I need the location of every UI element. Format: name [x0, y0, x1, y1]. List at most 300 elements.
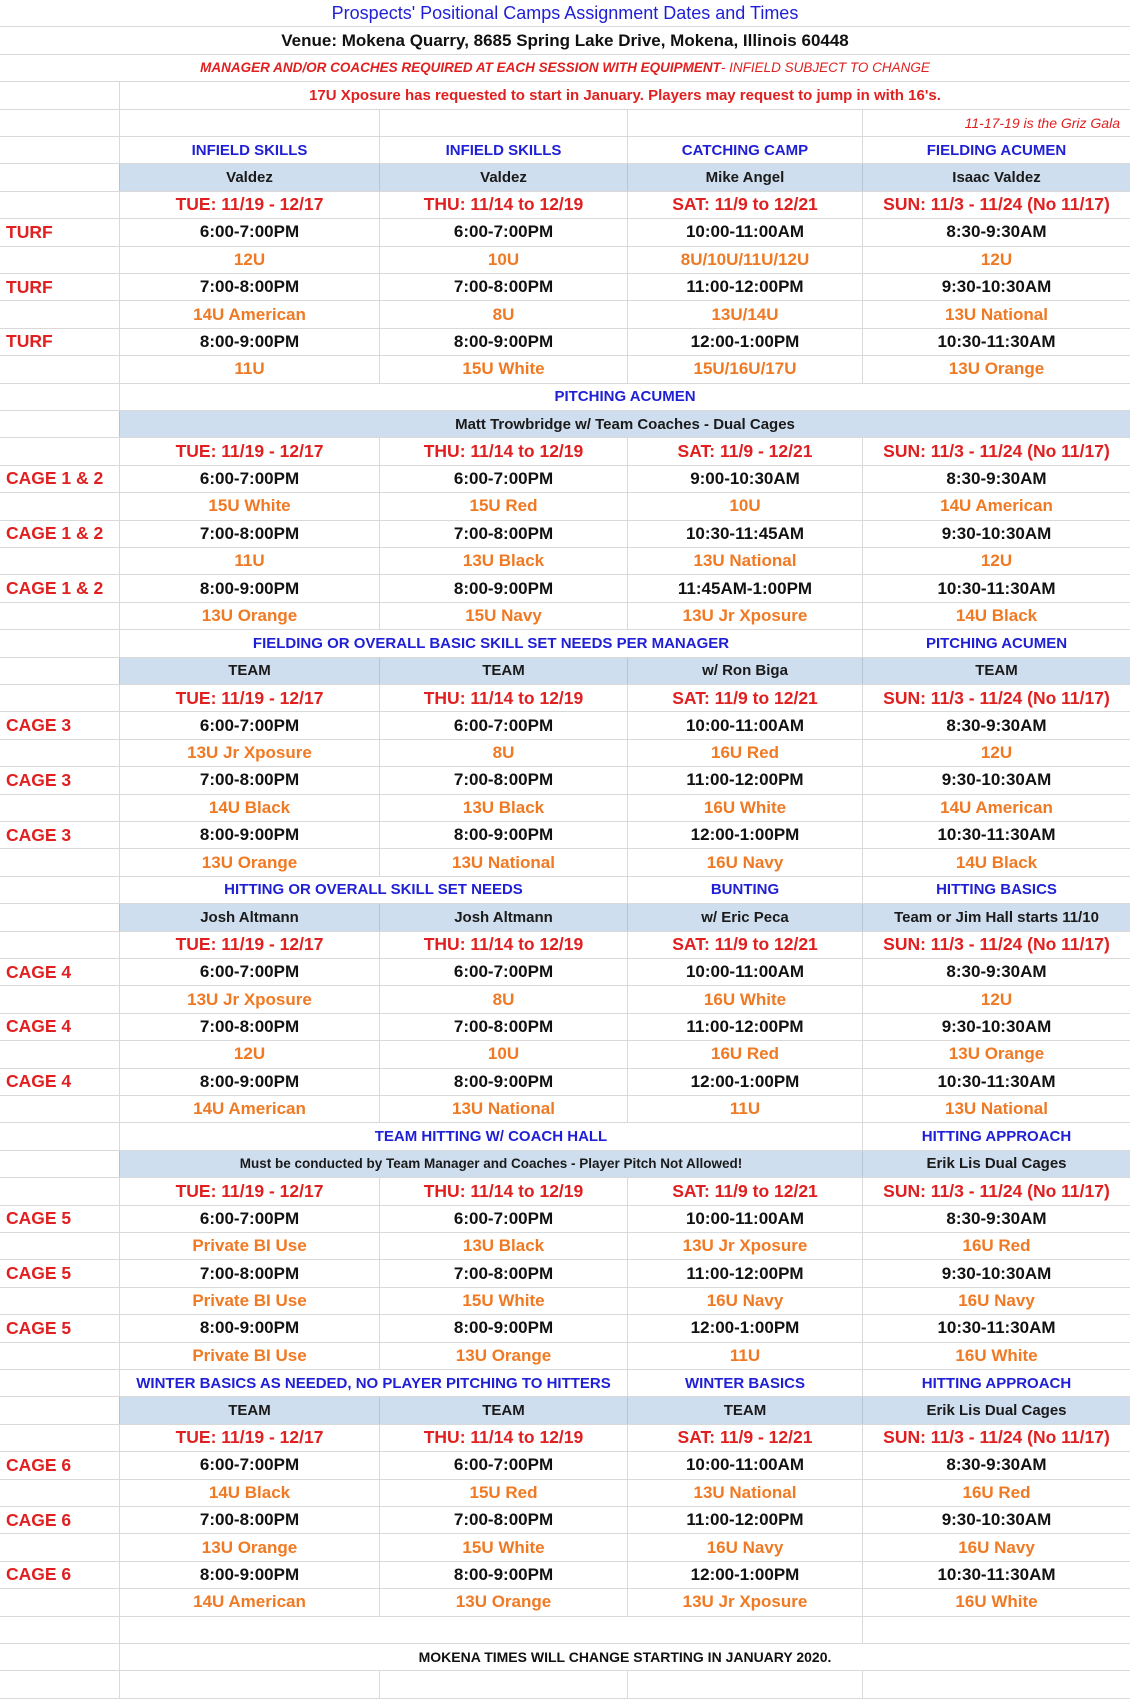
- team-assignment[interactable]: 13U Orange: [862, 1041, 1130, 1067]
- team-assignment[interactable]: 15U White: [379, 356, 627, 382]
- time-row: [0, 1206, 1130, 1233]
- instructor-cell[interactable]: Mike Angel: [627, 164, 862, 190]
- instructor-cell[interactable]: Matt Trowbridge w/ Team Coaches - Dual Cages: [119, 411, 1130, 437]
- time-slot[interactable]: 8:00-9:00PM: [379, 575, 627, 601]
- time-slot[interactable]: 6:00-7:00PM: [119, 1206, 379, 1232]
- team-row: [0, 1233, 1130, 1260]
- venue-row: [0, 27, 1130, 54]
- location-label[interactable]: CAGE 5: [6, 1317, 72, 1338]
- location-label[interactable]: CAGE 6: [6, 1564, 72, 1585]
- empty-cell[interactable]: [119, 110, 379, 136]
- time-slot[interactable]: 7:00-8:00PM: [119, 274, 379, 300]
- time-slot[interactable]: 8:30-9:30AM: [862, 466, 1130, 492]
- team-assignment[interactable]: 8U/10U/11U/12U: [627, 247, 862, 273]
- team-assignment[interactable]: 15U White: [379, 1288, 627, 1314]
- time-slot[interactable]: 11:45AM-1:00PM: [627, 575, 862, 601]
- team-assignment[interactable]: 13U Black: [379, 795, 627, 821]
- section-heading[interactable]: FIELDING OR OVERALL BASIC SKILL SET NEEDS PER MANAGER: [119, 630, 862, 656]
- instructor-row: [0, 1151, 1130, 1178]
- team-assignment[interactable]: 16U White: [627, 795, 862, 821]
- team-assignment[interactable]: 13U Orange: [119, 849, 379, 875]
- team-assignment[interactable]: 13U Jr Xposure: [627, 1589, 862, 1615]
- section-heading[interactable]: HITTING BASICS: [862, 877, 1130, 903]
- instructor-cell[interactable]: Valdez: [119, 164, 379, 190]
- team-assignment[interactable]: 10U: [379, 1041, 627, 1067]
- section-heading[interactable]: WINTER BASICS AS NEEDED, NO PLAYER PITCHING TO HITTERS: [119, 1370, 627, 1396]
- blank-row: [0, 1671, 1130, 1698]
- team-row: [0, 986, 1130, 1013]
- time-slot[interactable]: 6:00-7:00PM: [119, 959, 379, 985]
- location-label[interactable]: CAGE 4: [6, 961, 72, 982]
- team-row: [0, 493, 1130, 520]
- empty-cell[interactable]: [0, 411, 119, 437]
- date-range[interactable]: SAT: 11/9 to 12/21: [627, 1178, 862, 1204]
- time-slot[interactable]: 7:00-8:00PM: [119, 521, 379, 547]
- date-range-row: [0, 932, 1130, 959]
- location-label[interactable]: CAGE 6: [6, 1454, 72, 1475]
- time-slot[interactable]: 10:30-11:30AM: [862, 329, 1130, 355]
- time-slot[interactable]: 7:00-8:00PM: [379, 274, 627, 300]
- time-row: [0, 959, 1130, 986]
- date-range[interactable]: SUN: 11/3 - 11/24 (No 11/17): [862, 192, 1130, 218]
- date-range[interactable]: THU: 11/14 to 12/19: [379, 1425, 627, 1451]
- team-assignment[interactable]: 10U: [627, 493, 862, 519]
- team-assignment[interactable]: 14U American: [119, 1096, 379, 1122]
- team-assignment[interactable]: 13U National: [379, 1096, 627, 1122]
- empty-cell[interactable]: [627, 1671, 862, 1697]
- team-assignment[interactable]: 13U Jr Xposure: [119, 986, 379, 1012]
- team-row: [0, 795, 1130, 822]
- time-slot[interactable]: 8:00-9:00PM: [119, 329, 379, 355]
- time-slot[interactable]: 6:00-7:00PM: [379, 219, 627, 245]
- team-assignment[interactable]: 13U Orange: [379, 1589, 627, 1615]
- team-row: [0, 603, 1130, 630]
- section-heading[interactable]: TEAM HITTING W/ COACH HALL: [119, 1123, 862, 1149]
- location-label[interactable]: CAGE 1 & 2: [6, 578, 104, 599]
- team-assignment[interactable]: 15U White: [119, 493, 379, 519]
- footer-note[interactable]: MOKENA TIMES WILL CHANGE STARTING IN JANUARY 2020.: [119, 1644, 1130, 1670]
- instructor-row: [0, 1397, 1130, 1424]
- date-range[interactable]: SUN: 11/3 - 11/24 (No 11/17): [862, 932, 1130, 958]
- time-slot[interactable]: 8:30-9:30AM: [862, 1452, 1130, 1478]
- team-assignment[interactable]: 14U American: [119, 301, 379, 327]
- time-row: [0, 466, 1130, 493]
- team-row: [0, 849, 1130, 876]
- instructor-cell[interactable]: w/ Ron Biga: [627, 658, 862, 684]
- instructor-cell[interactable]: TEAM: [379, 658, 627, 684]
- location-label[interactable]: TURF: [6, 221, 53, 242]
- date-range[interactable]: TUE: 11/19 - 12/17: [119, 685, 379, 711]
- section-heading[interactable]: INFIELD SKILLS: [379, 137, 627, 163]
- time-slot[interactable]: 8:30-9:30AM: [862, 219, 1130, 245]
- team-assignment[interactable]: 16U Red: [862, 1480, 1130, 1506]
- time-slot[interactable]: 6:00-7:00PM: [379, 1206, 627, 1232]
- time-slot[interactable]: 6:00-7:00PM: [379, 712, 627, 738]
- warning-light-text: - INFIELD SUBJECT TO CHANGE: [720, 60, 930, 76]
- instructor-cell[interactable]: TEAM: [627, 1397, 862, 1423]
- time-slot[interactable]: 8:30-9:30AM: [862, 1206, 1130, 1232]
- location-label[interactable]: CAGE 1 & 2: [6, 468, 104, 489]
- team-assignment[interactable]: 13U/14U: [627, 301, 862, 327]
- team-assignment[interactable]: 11U: [119, 356, 379, 382]
- time-slot[interactable]: 7:00-8:00PM: [379, 1507, 627, 1533]
- venue-line[interactable]: Venue: Mokena Quarry, 8685 Spring Lake Drive, Mokena, Illinois 60448: [281, 30, 849, 50]
- team-assignment[interactable]: 13U Black: [379, 1233, 627, 1259]
- time-row: [0, 1014, 1130, 1041]
- time-slot[interactable]: 6:00-7:00PM: [119, 1452, 379, 1478]
- team-row: [0, 1589, 1130, 1616]
- time-slot[interactable]: 11:00-12:00PM: [627, 767, 862, 793]
- empty-cell[interactable]: [0, 658, 119, 684]
- date-range[interactable]: TUE: 11/19 - 12/17: [119, 932, 379, 958]
- time-slot[interactable]: 7:00-8:00PM: [379, 1260, 627, 1286]
- time-slot[interactable]: 7:00-8:00PM: [119, 1014, 379, 1040]
- team-assignment[interactable]: 8U: [379, 986, 627, 1012]
- team-assignment[interactable]: 16U Navy: [627, 1288, 862, 1314]
- team-row: [0, 247, 1130, 274]
- location-label[interactable]: TURF: [6, 331, 53, 352]
- time-slot[interactable]: 6:00-7:00PM: [119, 219, 379, 245]
- time-slot[interactable]: 12:00-1:00PM: [627, 1315, 862, 1341]
- location-label[interactable]: CAGE 3: [6, 769, 72, 790]
- time-row: [0, 1507, 1130, 1534]
- instructor-cell[interactable]: Josh Altmann: [119, 904, 379, 930]
- date-range[interactable]: TUE: 11/19 - 12/17: [119, 1178, 379, 1204]
- time-row: [0, 1562, 1130, 1589]
- time-slot[interactable]: 8:00-9:00PM: [379, 1315, 627, 1341]
- time-slot[interactable]: 8:00-9:00PM: [119, 1315, 379, 1341]
- team-assignment[interactable]: 14U Black: [862, 603, 1130, 629]
- gala-row: [0, 110, 1130, 137]
- warning-line[interactable]: [0, 55, 1130, 81]
- time-slot[interactable]: 11:00-12:00PM: [627, 1014, 862, 1040]
- section-heading[interactable]: BUNTING: [627, 877, 862, 903]
- team-assignment[interactable]: 13U National: [627, 1480, 862, 1506]
- date-range[interactable]: THU: 11/14 to 12/19: [379, 932, 627, 958]
- team-assignment[interactable]: 14U Black: [119, 795, 379, 821]
- instructor-row: [0, 904, 1130, 931]
- team-assignment[interactable]: 16U Navy: [862, 1288, 1130, 1314]
- time-row: [0, 575, 1130, 602]
- section-heading[interactable]: WINTER BASICS: [627, 1370, 862, 1396]
- location-label[interactable]: CAGE 1 & 2: [6, 523, 104, 544]
- xposure-note[interactable]: 17U Xposure has requested to start in January. Players may request to jump in with 16's.: [119, 82, 1130, 108]
- time-row: [0, 822, 1130, 849]
- section-heading-row: [0, 384, 1130, 411]
- blank-row: [0, 1617, 1130, 1644]
- team-assignment[interactable]: 12U: [862, 986, 1130, 1012]
- section-heading[interactable]: HITTING APPROACH: [862, 1370, 1130, 1396]
- team-row: [0, 1288, 1130, 1315]
- time-slot[interactable]: 8:00-9:00PM: [119, 1069, 379, 1095]
- team-assignment[interactable]: 16U Red: [627, 1041, 862, 1067]
- section-heading[interactable]: FIELDING ACUMEN: [862, 137, 1130, 163]
- team-assignment[interactable]: 8U: [379, 301, 627, 327]
- team-assignment[interactable]: 13U National: [627, 548, 862, 574]
- time-slot[interactable]: 9:30-10:30AM: [862, 1260, 1130, 1286]
- team-assignment[interactable]: 16U White: [862, 1589, 1130, 1615]
- empty-cell[interactable]: [0, 1151, 119, 1177]
- time-slot[interactable]: 6:00-7:00PM: [119, 712, 379, 738]
- team-assignment[interactable]: 15U Red: [379, 493, 627, 519]
- empty-cell[interactable]: [379, 110, 627, 136]
- warning-bold-text: MANAGER AND/OR COACHES REQUIRED AT EACH SESSION WITH EQUIPMENT: [200, 60, 721, 76]
- time-slot[interactable]: 10:00-11:00AM: [627, 959, 862, 985]
- instructor-cell[interactable]: Valdez: [379, 164, 627, 190]
- time-slot[interactable]: 7:00-8:00PM: [119, 1260, 379, 1286]
- time-slot[interactable]: 7:00-8:00PM: [119, 1507, 379, 1533]
- instructor-cell[interactable]: Team or Jim Hall starts 11/10: [862, 904, 1130, 930]
- date-range-row: [0, 192, 1130, 219]
- time-slot[interactable]: 8:00-9:00PM: [379, 1562, 627, 1588]
- date-range[interactable]: SUN: 11/3 - 11/24 (No 11/17): [862, 685, 1130, 711]
- team-row: [0, 1534, 1130, 1561]
- time-slot[interactable]: 6:00-7:00PM: [379, 959, 627, 985]
- time-row: [0, 767, 1130, 794]
- team-assignment[interactable]: 12U: [862, 548, 1130, 574]
- empty-cell[interactable]: [627, 110, 862, 136]
- section-heading-row: [0, 1370, 1130, 1397]
- date-range[interactable]: THU: 11/14 to 12/19: [379, 685, 627, 711]
- team-assignment[interactable]: 13U Jr Xposure: [119, 740, 379, 766]
- section-heading-row: [0, 1123, 1130, 1150]
- date-range[interactable]: SAT: 11/9 to 12/21: [627, 932, 862, 958]
- section-heading[interactable]: INFIELD SKILLS: [119, 137, 379, 163]
- time-slot[interactable]: 10:00-11:00AM: [627, 1452, 862, 1478]
- time-slot[interactable]: 11:00-12:00PM: [627, 1260, 862, 1286]
- empty-cell[interactable]: [119, 1671, 379, 1697]
- time-row: [0, 329, 1130, 356]
- team-row: [0, 740, 1130, 767]
- team-assignment[interactable]: 13U Jr Xposure: [627, 1233, 862, 1259]
- time-slot[interactable]: 8:00-9:00PM: [379, 329, 627, 355]
- date-range[interactable]: THU: 11/14 to 12/19: [379, 438, 627, 464]
- gala-note[interactable]: 11-17-19 is the Griz Gala: [862, 110, 1130, 136]
- time-slot[interactable]: 9:30-10:30AM: [862, 521, 1130, 547]
- team-assignment[interactable]: 13U Orange: [119, 603, 379, 629]
- time-slot[interactable]: 7:00-8:00PM: [379, 1014, 627, 1040]
- time-slot[interactable]: 8:00-9:00PM: [379, 1069, 627, 1095]
- time-slot[interactable]: 12:00-1:00PM: [627, 1562, 862, 1588]
- team-assignment[interactable]: 13U Orange: [862, 356, 1130, 382]
- time-slot[interactable]: 10:30-11:45AM: [627, 521, 862, 547]
- section-heading-row: [0, 137, 1130, 164]
- team-assignment[interactable]: 15U Red: [379, 1480, 627, 1506]
- team-row: [0, 1096, 1130, 1123]
- team-row: [0, 1041, 1130, 1068]
- team-assignment[interactable]: 12U: [862, 740, 1130, 766]
- date-range[interactable]: TUE: 11/19 - 12/17: [119, 192, 379, 218]
- time-row: [0, 1315, 1130, 1342]
- team-row: [0, 301, 1130, 328]
- location-label[interactable]: CAGE 5: [6, 1263, 72, 1284]
- team-assignment[interactable]: 14U American: [862, 493, 1130, 519]
- location-label[interactable]: CAGE 4: [6, 1071, 72, 1092]
- date-range[interactable]: SAT: 11/9 - 12/21: [627, 438, 862, 464]
- team-assignment[interactable]: 13U National: [862, 1096, 1130, 1122]
- team-assignment[interactable]: 16U Red: [862, 1233, 1130, 1259]
- team-assignment[interactable]: 11U: [627, 1343, 862, 1369]
- time-slot[interactable]: 10:30-11:30AM: [862, 1069, 1130, 1095]
- time-slot[interactable]: 11:00-12:00PM: [627, 274, 862, 300]
- time-row: [0, 1069, 1130, 1096]
- time-row: [0, 274, 1130, 301]
- time-slot[interactable]: 12:00-1:00PM: [627, 822, 862, 848]
- time-row: [0, 1452, 1130, 1479]
- note-row: [0, 82, 1130, 109]
- team-assignment[interactable]: 11U: [119, 548, 379, 574]
- team-assignment[interactable]: 15U White: [379, 1534, 627, 1560]
- date-range[interactable]: SAT: 11/9 to 12/21: [627, 192, 862, 218]
- team-assignment[interactable]: 13U National: [379, 849, 627, 875]
- time-slot[interactable]: 8:30-9:30AM: [862, 959, 1130, 985]
- team-row: [0, 1343, 1130, 1370]
- team-assignment[interactable]: 12U: [119, 1041, 379, 1067]
- team-assignment[interactable]: 13U Orange: [119, 1534, 379, 1560]
- team-assignment[interactable]: 14U American: [119, 1589, 379, 1615]
- instructor-row: [0, 658, 1130, 685]
- time-slot[interactable]: 8:00-9:00PM: [119, 822, 379, 848]
- date-range[interactable]: THU: 11/14 to 12/19: [379, 1178, 627, 1204]
- instructor-row: [0, 411, 1130, 438]
- team-assignment[interactable]: 13U Black: [379, 548, 627, 574]
- empty-cell[interactable]: [862, 1671, 1130, 1697]
- section-heading[interactable]: PITCHING ACUMEN: [862, 630, 1130, 656]
- time-slot[interactable]: 8:30-9:30AM: [862, 712, 1130, 738]
- location-label[interactable]: CAGE 6: [6, 1509, 72, 1530]
- instructor-cell[interactable]: Josh Altmann: [379, 904, 627, 930]
- team-assignment[interactable]: 13U Jr Xposure: [627, 603, 862, 629]
- instructor-cell[interactable]: TEAM: [119, 1397, 379, 1423]
- section-heading[interactable]: HITTING OR OVERALL SKILL SET NEEDS: [119, 877, 627, 903]
- instructor-cell[interactable]: Isaac Valdez: [862, 164, 1130, 190]
- team-assignment[interactable]: 16U White: [627, 986, 862, 1012]
- location-label[interactable]: CAGE 3: [6, 824, 72, 845]
- time-slot[interactable]: 8:00-9:00PM: [379, 822, 627, 848]
- time-slot[interactable]: 10:30-11:30AM: [862, 1562, 1130, 1588]
- time-slot[interactable]: 10:00-11:00AM: [627, 219, 862, 245]
- team-assignment[interactable]: 14U American: [862, 795, 1130, 821]
- empty-cell[interactable]: [0, 904, 119, 930]
- empty-cell[interactable]: [0, 164, 119, 190]
- time-row: [0, 219, 1130, 246]
- empty-cell[interactable]: [0, 1397, 119, 1423]
- section-heading[interactable]: CATCHING CAMP: [627, 137, 862, 163]
- date-range[interactable]: SAT: 11/9 - 12/21: [627, 1425, 862, 1451]
- team-assignment[interactable]: 13U National: [862, 301, 1130, 327]
- team-assignment[interactable]: 8U: [379, 740, 627, 766]
- team-assignment[interactable]: 16U Red: [627, 740, 862, 766]
- instructor-cell[interactable]: TEAM: [379, 1397, 627, 1423]
- location-label[interactable]: CAGE 5: [6, 1208, 72, 1229]
- team-assignment[interactable]: 16U Navy: [627, 1534, 862, 1560]
- date-range[interactable]: SUN: 11/3 - 11/24 (No 11/17): [862, 438, 1130, 464]
- section-heading[interactable]: HITTING APPROACH: [862, 1123, 1130, 1149]
- team-assignment[interactable]: Private BI Use: [119, 1288, 379, 1314]
- team-assignment[interactable]: 15U/16U/17U: [627, 356, 862, 382]
- team-assignment[interactable]: Private BI Use: [119, 1233, 379, 1259]
- instructor-cell[interactable]: Erik Lis Dual Cages: [862, 1151, 1130, 1177]
- time-slot[interactable]: 9:00-10:30AM: [627, 466, 862, 492]
- date-range[interactable]: SAT: 11/9 to 12/21: [627, 685, 862, 711]
- team-assignment[interactable]: 14U Black: [862, 849, 1130, 875]
- team-assignment[interactable]: 16U Navy: [862, 1534, 1130, 1560]
- time-row: [0, 521, 1130, 548]
- team-assignment[interactable]: 16U White: [862, 1343, 1130, 1369]
- time-slot[interactable]: 9:30-10:30AM: [862, 1014, 1130, 1040]
- time-slot[interactable]: 9:30-10:30AM: [862, 767, 1130, 793]
- location-label[interactable]: CAGE 4: [6, 1016, 72, 1037]
- time-slot[interactable]: 9:30-10:30AM: [862, 274, 1130, 300]
- team-assignment[interactable]: 15U Navy: [379, 603, 627, 629]
- team-assignment[interactable]: Private BI Use: [119, 1343, 379, 1369]
- date-range[interactable]: TUE: 11/19 - 12/17: [119, 1425, 379, 1451]
- time-slot[interactable]: 7:00-8:00PM: [379, 521, 627, 547]
- instructor-cell[interactable]: TEAM: [119, 658, 379, 684]
- section-heading-row: [0, 630, 1130, 657]
- team-assignment[interactable]: 14U Black: [119, 1480, 379, 1506]
- instructor-row: [0, 164, 1130, 191]
- date-range-row: [0, 438, 1130, 465]
- team-assignment[interactable]: 10U: [379, 247, 627, 273]
- sheet-title[interactable]: Prospects' Positional Camps Assignment Dates and Times: [331, 2, 799, 23]
- section-heading[interactable]: PITCHING ACUMEN: [119, 384, 1130, 410]
- time-slot[interactable]: 12:00-1:00PM: [627, 1069, 862, 1095]
- date-range-row: [0, 1425, 1130, 1452]
- location-label[interactable]: CAGE 3: [6, 715, 72, 736]
- time-slot[interactable]: 10:00-11:00AM: [627, 1206, 862, 1232]
- time-slot[interactable]: 6:00-7:00PM: [379, 1452, 627, 1478]
- empty-cell[interactable]: [862, 1617, 1130, 1643]
- team-row: [0, 548, 1130, 575]
- time-slot[interactable]: 9:30-10:30AM: [862, 1507, 1130, 1533]
- time-slot[interactable]: 10:30-11:30AM: [862, 1315, 1130, 1341]
- team-assignment[interactable]: 12U: [862, 247, 1130, 273]
- time-slot[interactable]: 12:00-1:00PM: [627, 329, 862, 355]
- time-slot[interactable]: 6:00-7:00PM: [379, 466, 627, 492]
- instructor-cell[interactable]: TEAM: [862, 658, 1130, 684]
- date-range[interactable]: SUN: 11/3 - 11/24 (No 11/17): [862, 1178, 1130, 1204]
- team-assignment[interactable]: 13U Orange: [379, 1343, 627, 1369]
- time-slot[interactable]: 10:00-11:00AM: [627, 712, 862, 738]
- instructor-cell[interactable]: Erik Lis Dual Cages: [862, 1397, 1130, 1423]
- date-range[interactable]: THU: 11/14 to 12/19: [379, 192, 627, 218]
- empty-cell[interactable]: [119, 1617, 379, 1643]
- team-assignment[interactable]: 16U Navy: [627, 849, 862, 875]
- time-slot[interactable]: 8:00-9:00PM: [119, 1562, 379, 1588]
- team-assignment[interactable]: 12U: [119, 247, 379, 273]
- instructor-cell[interactable]: Must be conducted by Team Manager and Coaches - Player Pitch Not Allowed!: [119, 1151, 862, 1177]
- team-row: [0, 356, 1130, 383]
- team-assignment[interactable]: 11U: [627, 1096, 862, 1122]
- time-slot[interactable]: 10:30-11:30AM: [862, 822, 1130, 848]
- empty-cell[interactable]: [379, 1671, 627, 1697]
- date-range[interactable]: SUN: 11/3 - 11/24 (No 11/17): [862, 1425, 1130, 1451]
- instructor-cell[interactable]: w/ Eric Peca: [627, 904, 862, 930]
- date-range[interactable]: TUE: 11/19 - 12/17: [119, 438, 379, 464]
- time-slot[interactable]: 6:00-7:00PM: [119, 466, 379, 492]
- footer-row: [0, 1644, 1130, 1671]
- time-slot[interactable]: 10:30-11:30AM: [862, 575, 1130, 601]
- time-slot[interactable]: 8:00-9:00PM: [119, 575, 379, 601]
- time-slot[interactable]: 11:00-12:00PM: [627, 1507, 862, 1533]
- warning-row: [0, 55, 1130, 82]
- location-label[interactable]: TURF: [6, 276, 53, 297]
- date-range-row: [0, 1178, 1130, 1205]
- time-slot[interactable]: 7:00-8:00PM: [119, 767, 379, 793]
- time-slot[interactable]: 7:00-8:00PM: [379, 767, 627, 793]
- team-row: [0, 1480, 1130, 1507]
